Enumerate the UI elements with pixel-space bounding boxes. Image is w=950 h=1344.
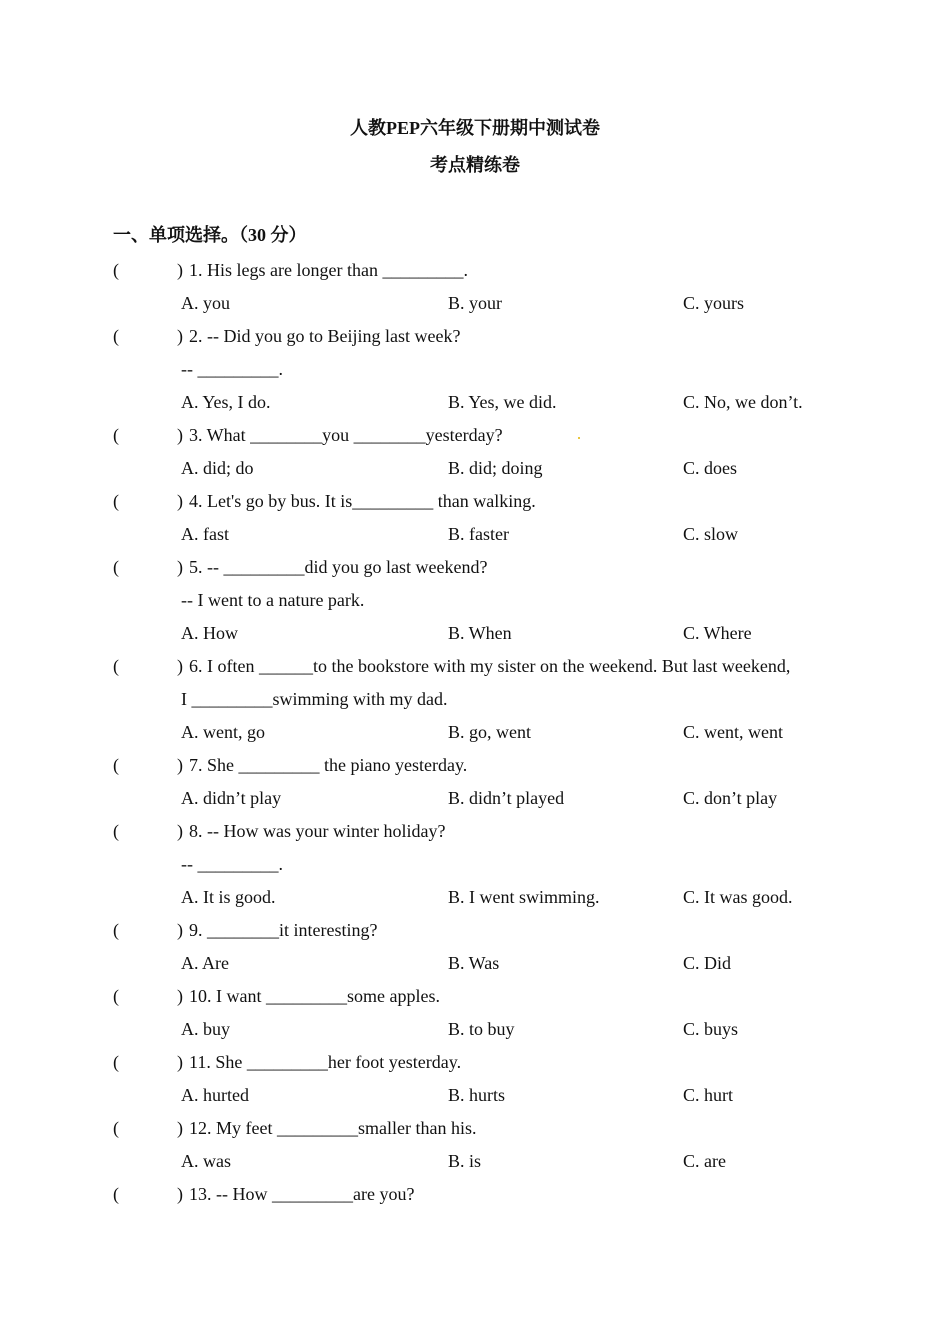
paren-close: ) [177,755,183,775]
option-a: A. Yes, I do. [181,392,271,412]
answer-blank-5 [113,556,183,578]
section-title: 一、单项选择。（30 分） [113,225,307,245]
option-c: C. are [683,1151,726,1171]
paren-open: ( [113,491,119,511]
question-stem: 8. -- How was your winter holiday? [189,821,446,841]
answer-blank-12 [113,1117,183,1139]
paren-close: ) [177,1052,183,1072]
question-stem: 6. I often ______to the bookstore with my sister on the weekend. But last weekend, [189,656,791,676]
question-stem: 7. She _________ the piano yesterday. [189,755,468,775]
option-c: C. slow [683,524,739,544]
stray-dot [578,437,580,439]
answer-blank-9 [113,919,183,941]
question-stem: 13. -- How _________are you? [189,1184,415,1204]
option-c: C. hurt [683,1085,734,1105]
question-stem: 1. His legs are longer than _________. [189,260,468,280]
paren-open: ( [113,986,119,1006]
option-b: B. Yes, we did. [448,392,557,412]
option-b: B. Was [448,953,500,973]
option-b: B. is [448,1151,482,1171]
question-stem: 2. -- Did you go to Beijing last week? [189,326,461,346]
option-c: C. Where [683,623,752,643]
question-continuation: -- _________. [181,854,283,874]
option-b: B. When [448,623,512,643]
option-c: C. don’t play [683,788,778,808]
question-stem: 12. My feet _________smaller than his. [189,1118,477,1138]
paren-close: ) [177,557,183,577]
option-b: B. hurts [448,1085,506,1105]
question-continuation: -- _________. [181,359,283,379]
paren-open: ( [113,260,119,280]
answer-blank-11 [113,1051,183,1073]
paren-close: ) [177,986,183,1006]
option-a: A. buy [181,1019,230,1039]
paren-close: ) [177,425,183,445]
option-b: B. didn’t played [448,788,565,808]
paren-close: ) [177,920,183,940]
option-b: B. did; doing [448,458,543,478]
option-a: A. didn’t play [181,788,282,808]
document-title: 人教PEP六年级下册期中测试卷 [350,118,600,138]
answer-blank-4 [113,490,183,512]
option-a: A. you [181,293,230,313]
paren-open: ( [113,326,119,346]
paren-close: ) [177,821,183,841]
answer-blank-6 [113,655,183,677]
option-c: C. does [683,458,737,478]
option-b: B. to buy [448,1019,515,1039]
paren-close: ) [177,260,183,280]
question-stem: 4. Let's go by bus. It is_________ than walking. [189,491,536,511]
option-c: C. buys [683,1019,739,1039]
question-stem: 10. I want _________some apples. [189,986,440,1006]
option-b: B. go, went [448,722,531,742]
option-a: A. It is good. [181,887,276,907]
paren-open: ( [113,425,119,445]
question-continuation: I _________swimming with my dad. [181,689,448,709]
answer-blank-8 [113,820,183,842]
option-a: A. Are [181,953,229,973]
question-continuation: -- I went to a nature park. [181,590,365,610]
paren-open: ( [113,1184,119,1204]
option-b: B. faster [448,524,509,544]
answer-blank-3 [113,424,183,446]
paren-open: ( [113,755,119,775]
option-c: C. Did [683,953,732,973]
option-a: A. How [181,623,238,643]
option-a: A. went, go [181,722,265,742]
option-a: A. fast [181,524,229,544]
question-stem: 11. She _________her foot yesterday. [189,1052,462,1072]
question-stem: 3. What ________you ________yesterday? [189,425,503,445]
answer-blank-13 [113,1183,183,1205]
answer-blank-1 [113,259,183,281]
paren-open: ( [113,1118,119,1138]
option-a: A. did; do [181,458,254,478]
question-stem: 5. -- _________did you go last weekend? [189,557,488,577]
question-stem: 9. ________it interesting? [189,920,378,940]
paren-close: ) [177,491,183,511]
paren-close: ) [177,656,183,676]
paren-open: ( [113,920,119,940]
paren-close: ) [177,1118,183,1138]
answer-blank-2 [113,325,183,347]
option-a: A. hurted [181,1085,249,1105]
paren-open: ( [113,557,119,577]
paren-open: ( [113,1052,119,1072]
option-b: B. your [448,293,502,313]
option-c: C. No, we don’t. [683,392,803,412]
paren-open: ( [113,656,119,676]
option-c: C. It was good. [683,887,793,907]
answer-blank-7 [113,754,183,776]
option-c: C. yours [683,293,745,313]
answer-blank-10 [113,985,183,1007]
paren-open: ( [113,821,119,841]
option-a: A. was [181,1151,231,1171]
option-c: C. went, went [683,722,783,742]
paren-close: ) [177,326,183,346]
document-subtitle: 考点精练卷 [430,155,520,175]
paren-close: ) [177,1184,183,1204]
option-b: B. I went swimming. [448,887,600,907]
